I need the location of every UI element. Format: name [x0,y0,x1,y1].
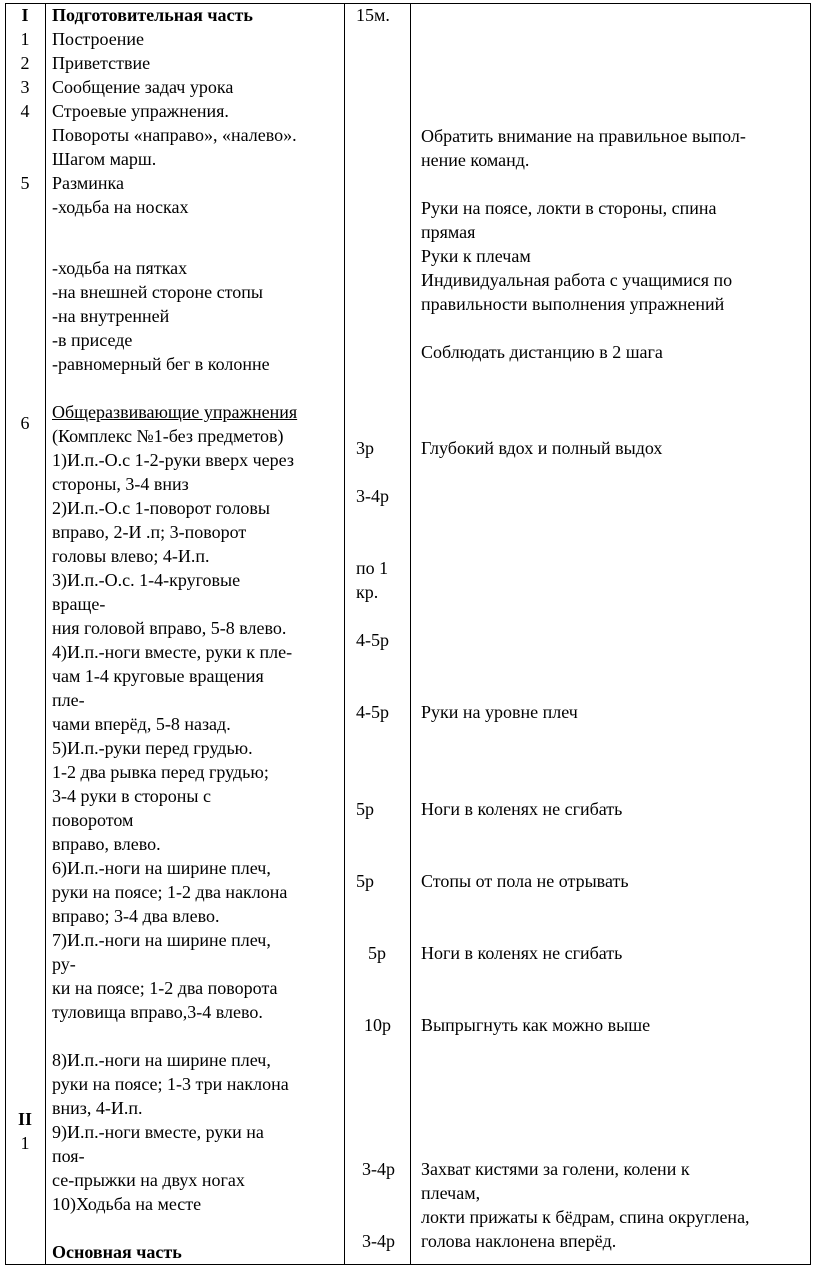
instruction-line: Ноги в коленях не сгибать [421,799,623,819]
instruction-line: правильности выполнения упражнений [421,294,725,314]
exercise-line: Повороты «направо», «налево». [52,125,297,145]
dosage-value: 4-5р [356,630,389,650]
column-divider-2 [344,3,345,1265]
exercise-line: ки на поясе; 1-2 два поворота [52,978,278,998]
dosage-value: кр. [356,582,379,602]
section-number: 6 [20,413,30,433]
exercise-line: вправо, влево. [52,834,161,854]
exercise-line: 4)И.п.-ноги вместе, руки к пле- [52,642,293,662]
dosage-value: 3-4р [362,1159,395,1179]
exercise-line: Разминка [52,173,124,193]
section-number: 3 [20,77,30,97]
section-number: II [17,1109,32,1129]
dosage-value: 5р [356,799,374,819]
dosage-value: 3-4р [362,1231,395,1251]
exercise-line: 5)И.п.-руки перед грудью. [52,738,253,758]
exercise-line: -на внутренней [52,306,170,326]
dosage-value: 15м. [356,5,390,25]
exercise-line: вправо, 2-И .п; 3-поворот [52,522,247,542]
exercise-line: Шагом марш. [52,149,157,169]
exercise-line: -ходьба на носках [52,197,189,217]
exercise-line: 6)И.п.-ноги на ширине плеч, [52,858,271,878]
dosage-value: 5р [368,943,386,963]
dosage-value: 5р [356,871,374,891]
exercise-line: Приветствие [52,53,151,73]
instruction-line: прямая [421,222,476,242]
exercise-line: 8)И.п.-ноги на ширине плеч, [52,1050,271,1070]
exercise-line: головы влево; 4-И.п. [52,546,210,566]
exercise-line: чами вперёд, 5-8 назад. [52,714,231,734]
exercise-line: 7)И.п.-ноги на ширине плеч, [52,930,271,950]
section-number: 4 [20,101,30,121]
exercise-line: поя- [52,1146,85,1166]
exercise-line: (Комплекс №1-без предметов) [52,426,284,446]
instruction-line: нение команд. [421,150,530,170]
dosage-value: 3р [356,438,374,458]
instruction-line: Захват кистями за голени, колени к [421,1159,690,1179]
exercise-line: 1)И.п.-О.с 1-2-руки вверх через [52,450,294,470]
exercise-line: Построение [52,29,144,49]
exercise-line: Основная часть [52,1242,182,1262]
exercise-line: -ходьба на пятках [52,258,188,278]
dosage-value: по 1 [356,558,389,578]
dosage-value: 3-4р [356,486,389,506]
instruction-line: голова наклонена вперёд. [421,1231,617,1251]
exercise-line: ру- [52,954,76,974]
exercise-line: 1-2 два рывка перед грудью; [52,762,269,782]
exercise-line: -равномерный бег в колонне [52,354,270,374]
instruction-line: Руки на уровне плеч [421,702,578,722]
dosage-value: 10р [364,1015,391,1035]
exercise-line: се-прыжки на двух ногах [52,1170,245,1190]
section-number: I [21,5,29,25]
exercise-line: Подготовительная часть [52,5,253,25]
exercise-line: Сообщение задач урока [52,77,234,97]
dosage-value: 4-5р [356,702,389,722]
exercise-line: стороны, 3-4 вниз [52,474,189,494]
section-number: 1 [20,1133,30,1153]
section-number: 1 [20,29,30,49]
exercise-line: ния головой вправо, 5-8 влево. [52,618,287,638]
exercise-line: чам 1-4 круговые вращения [52,666,264,686]
exercise-line: 9)И.п.-ноги вместе, руки на [52,1122,264,1142]
exercise-line: 3)И.п.-О.с. 1-4-круговые [52,570,241,590]
column-divider-1 [45,3,46,1265]
instruction-line: Обратить внимание на правильное выпол- [421,126,746,146]
instruction-line: Руки к плечам [421,246,531,266]
instruction-line: Индивидуальная работа с учащимися по [421,270,733,290]
exercise-line: 10)Ходьба на месте [52,1194,202,1214]
exercise-line: 2)И.п.-О.с 1-поворот головы [52,498,271,518]
exercise-line: -на внешней стороне стопы [52,282,263,302]
exercise-line: руки на поясе; 1-2 два наклона [52,882,288,902]
instruction-line: плечам, [421,1183,481,1203]
exercise-line: вправо; 3-4 два влево. [52,906,220,926]
exercise-line: 3-4 руки в стороны с [52,786,211,806]
exercise-line: пле- [52,690,85,710]
exercise-line: вниз, 4-И.п. [52,1098,143,1118]
exercise-line: туловища вправо,3-4 влево. [52,1002,263,1022]
exercise-line: Общеразвивающие упражнения [52,402,298,422]
instruction-line: Руки на поясе, локти в стороны, спина [421,198,717,218]
exercise-line: -в приседе [52,330,133,350]
instruction-line: Глубокий вдох и полный выдох [421,438,663,458]
section-number: 5 [20,173,30,193]
exercise-line: поворотом [52,810,134,830]
exercise-line: враще- [52,594,106,614]
instruction-line: Ноги в коленях не сгибать [421,943,623,963]
column-divider-3 [410,3,411,1265]
instruction-line: Соблюдать дистанцию в 2 шага [421,342,663,362]
exercise-line: руки на поясе; 1-3 три наклона [52,1074,289,1094]
instruction-line: Стопы от пола не отрывать [421,871,629,891]
section-number: 2 [20,53,30,73]
exercise-line: Строевые упражнения. [52,101,229,121]
instruction-line: Выпрыгнуть как можно выше [421,1015,651,1035]
instruction-line: локти прижаты к бёдрам, спина округлена, [421,1207,750,1227]
